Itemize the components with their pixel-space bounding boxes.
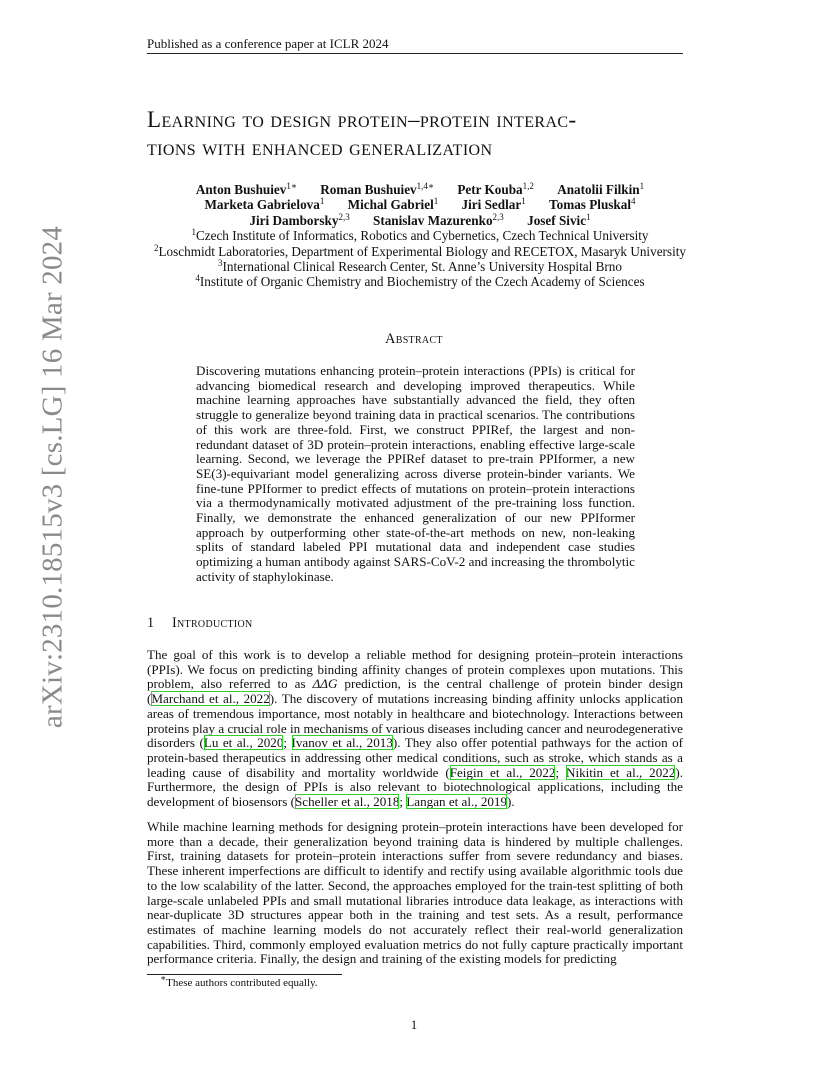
affiliation: $^1$Czech Institute of Informatics, Robotics and Cybernetics, Czech Technical University — [191, 227, 649, 244]
abstract-text: Discovering mutations enhancing protein–protein interactions (PPIs) is critical for advancing biomedical research and developing improved therapeutics. While machine learning approaches have substantially advanced the field, they often struggle to generalize beyond training data in practical scenarios. The contributions of this work are three-fold. First, we construct PPIRef, the largest and non-redundant dataset of 3D protein–protein interactions, enabling effective large-scale learning. Second, we leverage the PPIRef dataset to pre-train PPIformer, a new SE(3)-equivariant model generalizing across diverse protein-binder variants. We fine-tune PPIformer to predict effects of mutations on protein–protein interactions via a thermodynamically motivated adjustment of the pre-training loss function. Finally, we demonstrate the enhanced generalization of our new PPIformer approach by outperforming other state-of-the-art methods on new, non-leaking splits of standard labeled PPI mutational data and independent case studies optimizing a human antibody against SARS-CoV-2 and increasing the thrombolytic activity of staphylokinase. — [196, 363, 635, 584]
author: Michal Gabriel$^1$ — [347, 196, 439, 213]
author: Roman Bushuiev$^{1,4∗}$ — [320, 181, 435, 197]
title-line-1: Learning to design protein–protein interac- — [147, 107, 577, 132]
author: Tomas Pluskal$^4$ — [549, 196, 636, 213]
citation-link[interactable]: Scheller et al., 2018 — [295, 794, 400, 810]
author: Marketa Gabrielova$^1$ — [204, 196, 325, 213]
author: Josef Sivic$^1$ — [527, 211, 591, 228]
author: Stanislav Mazurenko$^{2,3}$ — [372, 211, 504, 228]
author: Jiri Sedlar$^1$ — [461, 196, 526, 213]
section-title-text: Introduction — [172, 615, 253, 631]
author-line-1 — [140, 182, 700, 197]
body-paragraph: While machine learning methods for designing protein–protein interactions have been developed for more than a decade, their generalization beyond training data is hindered by multiple challenges. First, training datasets for protein–protein interactions suffer from severe redundancy and biases. These inherent imperfections are difficult to identify and rectify using available algorithmic tools due to the low scalability of the latter. Second, the approaches employed for the train-test splitting of both large-scale unlabeled PPIs and small mutational libraries introduce data leakage, as interactions with near-duplicate 3D structures appear both in the training and test sets. As a result, performance estimates of machine learning models do not accurately reflect their real-world generalization capabilities. Third, commonly employed evaluation metrics do not fully capture practically important performance criteria. Finally, the design and training of the existing models for predicting — [147, 819, 683, 967]
abstract-heading: Abstract — [385, 331, 443, 347]
page-number: 1 — [410, 1017, 418, 1032]
title-line-2: tions with enhanced generalization — [147, 135, 493, 160]
author: Anatolii Filkin$^1$ — [557, 181, 645, 197]
author: Petr Kouba$^{1,2}$ — [457, 181, 534, 197]
author-line-3 — [140, 213, 700, 228]
math-ddg: ΔΔG — [312, 676, 338, 692]
citation-link[interactable]: Langan et al., 2019 — [406, 794, 508, 810]
body-paragraph: The goal of this work is to develop a reliable method for designing protein–protein interactions (PPIs). We focus on predicting binding affinity changes of protein complexes upon mutations. This problem, also referred to as ΔΔG prediction, is the central challenge of protein binder design (Marchand et al., 2022). The discovery of mutations increasing binding affinity unlocks application areas of tremendous importance, most notably in healthcare and biotechnology. Interactions between proteins play a crucial role in mechanisms of various diseases including cancer and neurodegenerative disorders (Lu et al., 2020; Ivanov et al., 2013). They also offer potential pathways for the action of protein-based therapeutics in addressing other medical conditions, such as stroke, which stands as a leading cause of disability and mortality worldwide (Feigin et al., 2022; Nikitin et al., 2022). Furthermore, the design of PPIs is also relevant to biotechnological applications, including the development of biosensors (Scheller et al., 2018; Langan et al., 2019). — [147, 647, 684, 810]
affiliation: $^2$Loschmidt Laboratories, Department of Experimental Biology and RECETOX, Masaryk University — [153, 242, 686, 259]
paper-title — [147, 106, 687, 162]
footnote-rule — [147, 974, 342, 975]
author: Jiri Damborsky$^{2,3}$ — [249, 211, 350, 228]
citation-link[interactable]: Ivanov et al., 2013 — [291, 735, 393, 751]
author: Anton Bushuiev$^{1∗}$ — [195, 181, 297, 197]
footnote: ∗These authors contributed equally. — [160, 973, 318, 989]
affiliation: $^3$International Clinical Research Center, St. Anne’s University Hospital Brno — [218, 258, 622, 275]
citation-link[interactable]: Feigin et al., 2022 — [449, 764, 556, 780]
running-header: Published as a conference paper at ICLR 2024 — [147, 36, 389, 51]
section-number: 1 — [147, 615, 155, 631]
affiliation: $^4$Institute of Organic Chemistry and Biochemistry of the Czech Academy of Sciences — [195, 273, 645, 290]
citation-link[interactable]: Marchand et al., 2022 — [151, 691, 270, 707]
arxiv-stamp: arXiv:2310.18515v3 [cs.LG] 16 Mar 2024 — [36, 225, 69, 729]
section-heading — [147, 615, 253, 632]
author-line-2 — [140, 197, 700, 212]
citation-link[interactable]: Lu et al., 2020 — [203, 735, 284, 751]
header-rule — [147, 53, 683, 54]
author-block — [140, 182, 700, 290]
citation-link[interactable]: Nikitin et al., 2022 — [565, 764, 676, 780]
